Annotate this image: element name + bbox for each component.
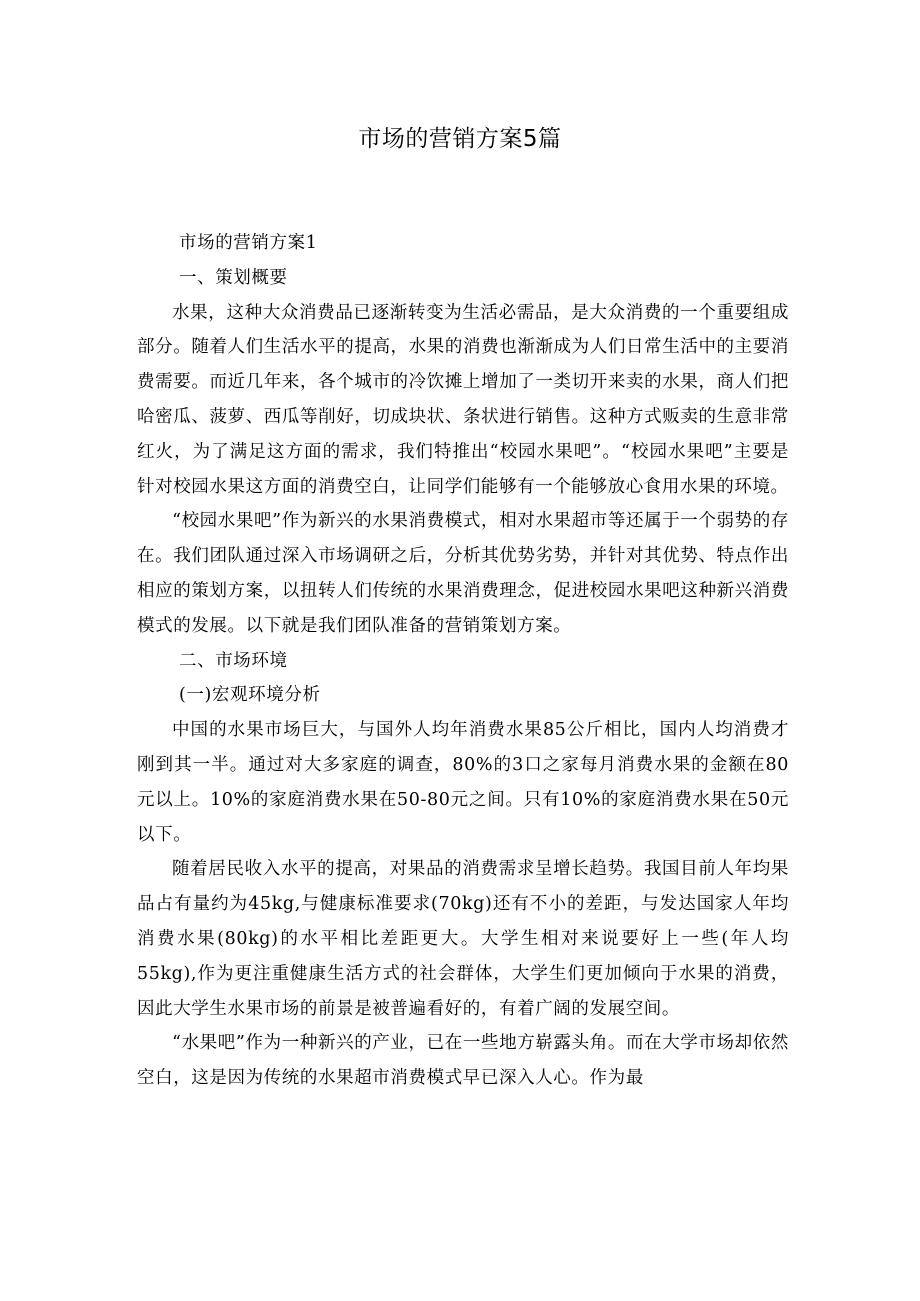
heading-macro-analysis: (一)宏观环境分析 <box>179 685 321 706</box>
heading-market-environment: 二、市场环境 <box>179 650 288 671</box>
document-title: 市场的营销方案5篇 <box>358 126 562 152</box>
paragraph: 随着居民收入水平的提高，对果品的消费需求呈增长趋势。我国目前人年均果品占有量约为45kg,与健康标准要求(70kg)还有不小的差距，与发达国家人年均消费水果(80kg)的水平相比差距更大。大学生相对来说要好上一些(年人均55kg),作为更注重健康生活方式的社会群体，大学生们更加倾向于水果的消费，因此大学生水果市场的前景是被普遍看好的，有着广阔的发展空间。 <box>137 859 789 1019</box>
section-title: 市场的营销方案1 <box>179 233 318 253</box>
paragraph: “校园水果吧”作为新兴的水果消费模式，相对水果超市等还属于一个弱势的存在。我们团队通过深入市场调研之后，分析其优势劣势，并针对其优势、特点作出相应的策划方案，以扭转人们传统的水果消费理念，促进校园水果吧这种新兴消费模式的发展。以下就是我们团队准备的营销策划方案。 <box>137 511 789 636</box>
paragraph: 中国的水果市场巨大，与国外人均年消费水果85公斤相比，国内人均消费才刚到其一半。通过对大多家庭的调查，80%的3口之家每月消费水果的金额在80元以上。10%的家庭消费水果在50-80元之间。只有10%的家庭消费水果在50元以下。 <box>137 720 789 845</box>
heading-planning-overview: 一、策划概要 <box>179 267 288 288</box>
paragraph: 水果，这种大众消费品已逐渐转变为生活必需品，是大众消费的一个重要组成部分。随着人们生活水平的提高，水果的消费也渐渐成为人们日常生活中的主要消费需要。而近几年来，各个城市的冷饮摊上增加了一类切开来卖的水果，商人们把哈密瓜、菠萝、西瓜等削好，切成块状、条状进行销售。这种方式贩卖的生意非常红火，为了满足这方面的需求，我们特推出“校园水果吧”。“校园水果吧”主要是针对校园水果这方面的消费空白，让同学们能够有一个能够放心食用水果的环境。 <box>137 302 789 497</box>
document-body <box>137 226 789 1096</box>
paragraph: “水果吧”作为一种新兴的产业，已在一些地方崭露头角。而在大学市场却依然空白，这是因为传统的水果超市消费模式早已深入人心。作为最 <box>137 1033 789 1089</box>
